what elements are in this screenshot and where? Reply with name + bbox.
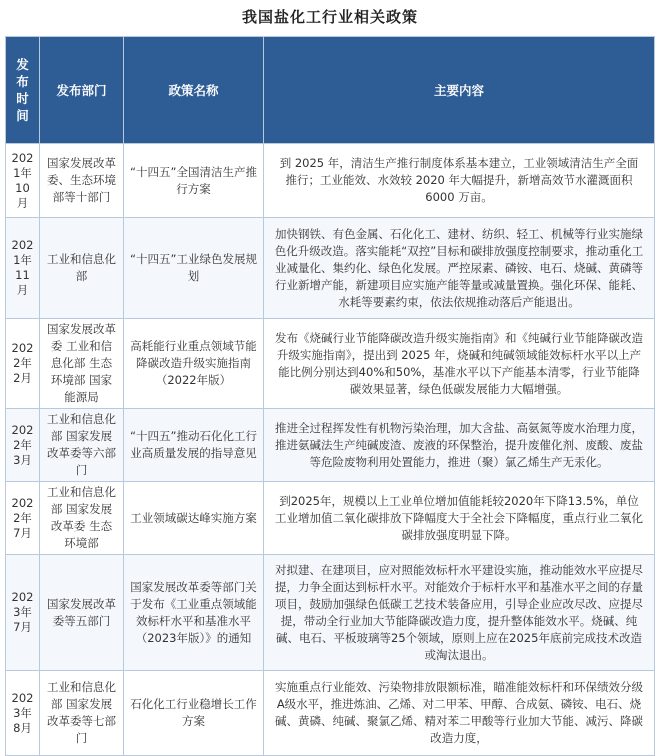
row-dept: 国家发展改革委 工业和信息化部 生态环境部 国家能源局 (40, 319, 124, 409)
table-row (6, 218, 655, 319)
row-date: 2021年10月 (6, 144, 40, 218)
row-policy: 高耗能行业重点领域节能降碳改造升级实施指南（2022年版） (124, 319, 264, 409)
header-date: 发布时间 (6, 37, 40, 144)
row-content: 实施重点行业能效、污染物排放限额标准，瞄准能效标杆和环保绩效分级A级水平，推进炼油、乙烯、对二甲苯、甲醇、合成氨、磷铵、电石、烧碱、黄磷、纯碱、聚氯乙烯、精对苯二甲酸等行业加大节能、减污、降碳改造力度， (264, 671, 655, 756)
row-date: 2023年7月 (6, 555, 40, 671)
table-row (6, 482, 655, 555)
row-policy: “十四五”工业绿色发展规划 (124, 218, 264, 319)
row-dept: 国家发展改革委、生态环境部等十部门 (40, 144, 124, 218)
row-date: 2022年3月 (6, 409, 40, 482)
row-dept: 工业和信息化部 国家发展改革委等六部门 (40, 409, 124, 482)
row-policy: “十四五”推动石化化工行业高质量发展的指导意见 (124, 409, 264, 482)
row-date: 2022年7月 (6, 482, 40, 555)
row-content: 发布《烧碱行业节能降碳改造升级实施指南》和《纯碱行业节能降碳改造升级实施指南》，提出到 2025 年，烧碱和纯碱领域能效标杆水平以上产能比例分别达到40%和50%，基准水平以下产能基本清零，行业节能降碳效果显著，绿色低碳发展能力大幅增强。 (264, 319, 655, 409)
row-content: 到2025年，规模以上工业单位增加值能耗较2020年下降13.5%，单位工业增加值二氧化碳排放下降幅度大于全社会下降幅度，重点行业二氧化碳排放强度明显下降。 (264, 482, 655, 555)
row-policy: 工业领域碳达峰实施方案 (124, 482, 264, 555)
table-header-row (6, 37, 655, 144)
row-date: 2022年2月 (6, 319, 40, 409)
row-content: 推进全过程挥发性有机物污染治理，加大含盐、高氨氮等废水治理力度，推进氨碱法生产纯碱废渣、废液的环保整治，提升废催化剂、废酸、废盐等危险废物利用处置能力，推进（聚）氯乙烯生产无汞化。 (264, 409, 655, 482)
page-title: 我国盐化工行业相关政策 (241, 8, 418, 26)
row-dept: 国家发展改革委等五部门 (40, 555, 124, 671)
row-content: 到 2025 年，清洁生产推行制度体系基本建立，工业领域清洁生产全面推行；工业能效、水效较 2020 年大幅提升，新增高效节水灌溉面积 6000 万亩。 (264, 144, 655, 218)
header-content: 主要内容 (264, 37, 655, 144)
row-policy: 国家发展改革委等部门关于发布《工业重点领域能效标杆水平和基准水平（2023年版）》的通知 (124, 555, 264, 671)
table-row (6, 555, 655, 671)
row-dept: 工业和信息化部 国家发展改革委 生态环境部 (40, 482, 124, 555)
row-content: 对拟建、在建项目，应对照能效标杆水平建设实施，推动能效水平应提尽提，力争全面达到标杆水平。对能效介于标杆水平和基准水平之间的存量项目，鼓励加强绿色低碳工艺技术装备应用，引导企业应改尽改、应提尽提，带动全行业加大节能降碳改造力度，提升整体能效水平。烧碱、纯碱、电石、平板玻璃等25个领域，原则上应在2025年底前完成技术改造或淘汰退出。 (264, 555, 655, 671)
row-policy: 石化化工行业稳增长工作方案 (124, 671, 264, 756)
row-date: 2023年8月 (6, 671, 40, 756)
row-policy: “十四五”全国清洁生产推行方案 (124, 144, 264, 218)
table-row (6, 319, 655, 409)
row-content: 加快钢铁、有色金属、石化化工、建材、纺织、轻工、机械等行业实施绿色化升级改造。落实能耗“双控”目标和碳排放强度控制要求，推动重化工业减量化、集约化、绿色化发展。严控尿素、磷铵、电石、烧碱、黄磷等行业新增产能，新建项目应实施产能等量或减量置换。强化环保、能耗、水耗等要素约束，依法依规推动落后产能退出。 (264, 218, 655, 319)
table-row (6, 671, 655, 756)
header-policy: 政策名称 (124, 37, 264, 144)
row-dept: 工业和信息化部 (40, 218, 124, 319)
row-date: 2021年11月 (6, 218, 40, 319)
row-dept: 工业和信息化部 国家发展改革委等七部门 (40, 671, 124, 756)
table-row (6, 409, 655, 482)
table-row (6, 144, 655, 218)
header-dept: 发布部门 (40, 37, 124, 144)
policy-table (5, 36, 655, 756)
